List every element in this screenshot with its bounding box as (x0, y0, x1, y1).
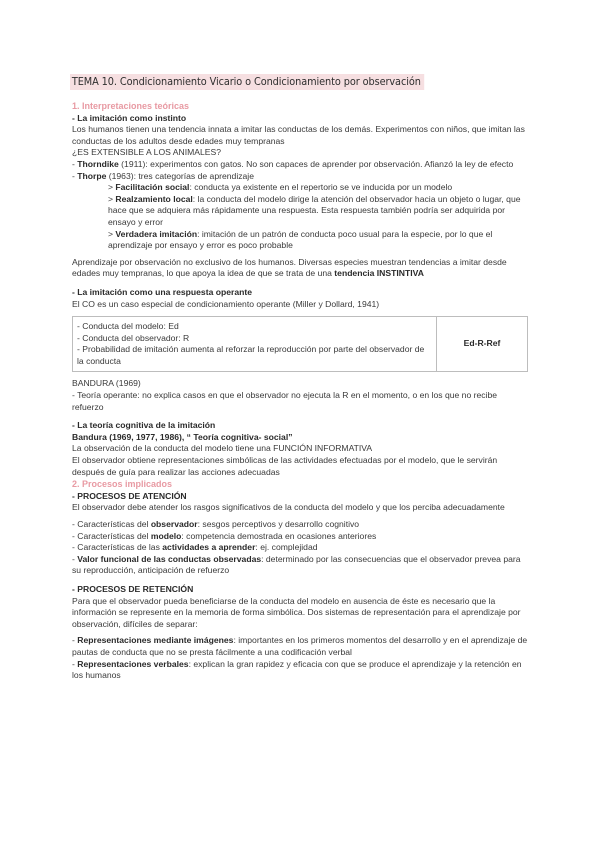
table-left-cell (73, 317, 437, 372)
category-facilitacion: > Facilitación social: conducta ya existente en el repertorio se ve inducida por un modelo (108, 182, 453, 193)
paragraph-operante: El CO es un caso especial de condicionamiento operante (Miller y Dollard, 1941) (72, 298, 380, 309)
paragraph-funcion: La observación de la conducta del modelo tiene una FUNCIÓN INFORMATIVA (72, 443, 373, 454)
section-heading-2: 2. Procesos implicados (72, 479, 173, 490)
table-line: - Conducta del observador: R (77, 332, 190, 343)
paragraph-representaciones: El observador obtiene representaciones simbólicas de las actividades efectuadas por el modelo, que le servirán después de guía para realizar las acciones adecuadas (72, 455, 498, 477)
table-line: - Probabilidad de imitación aumenta al reforzar la reproducción por parte del observador de la conducta (77, 344, 425, 366)
subheading-retencion: - PROCESOS DE RETENCIÓN (72, 583, 194, 594)
category-realzamiento: > Realzamiento local: la conducta del modelo dirige la atención del observador hacia un objeto o lugar, que hace que se adquiera más rápidamente una respuesta. Esta respuesta también podría ser adquirida por ensayo y error (108, 193, 521, 227)
item-imagenes: - Representaciones mediante imágenes: importantes en los primeros momentos del desarrollo y en el aprendizaje de pautas de conducta que no se presta fácilmente a una codificación verbal (72, 635, 528, 657)
paragraph-atencion: El observador debe atender los rasgos significativos de la conducta del modelo y que los perciba adecuadamente (72, 502, 505, 513)
item-thorndike: - Thorndike (1911): experimentos con gatos. No son capaces de aprender por observación. Afianzó la ley de efecto (72, 158, 514, 169)
subheading-bandura: Bandura (1969, 1977, 1986), “ Teoría cognitiva- social” (72, 431, 293, 442)
paragraph-bandura: - Teoría operante: no explica casos en que el observador no ejecuta la R en el momento, o en los que no recibe refuerzo (72, 390, 498, 412)
item-modelo: - Características del modelo: competencia demostrada en ocasiones anteriores (72, 530, 377, 541)
item-actividades: - Características de las actividades a aprender: ej. complejidad (72, 542, 318, 553)
item-verbales: - Representaciones verbales: explican la gran rapidez y eficacia con que se produce el aprendizaje y la retención en los humanos (72, 658, 522, 681)
category-imitacion: > Verdadera imitación: imitación de un patrón de conducta poco usual para la especie, por lo que el aprendizaje por ensayo y error es poco probable (108, 228, 493, 251)
paragraph-instinto: Los humanos tienen una tendencia innata a imitar las conductas de los demás. Experimentos con niños, que imitan las conductas de los adultos desde edades muy tempranas (72, 124, 525, 146)
bandura-heading: BANDURA (1969) (72, 378, 141, 389)
page-title: TEMA 10. Condicionamiento Vicario o Condicionamiento por observación (70, 74, 424, 90)
subheading-atencion: - PROCESOS DE ATENCIÓN (72, 490, 187, 501)
title-block (70, 72, 455, 90)
table-line: - Conducta del modelo: Ed (77, 321, 179, 332)
subheading-cognitiva: - La teoría cognitiva de la imitación (72, 420, 216, 431)
item-observador: - Características del observador: sesgos perceptivos y desarrollo cognitivo (72, 519, 360, 529)
paragraph-retencion: Para que el observador pueda beneficiarse de la conducta del modelo en ausencia de éste es necesario que la información se represente en la memoria de forma simbólica. Dos sistemas de representación para el aprendizaje por observación, difíciles de separar: (72, 595, 521, 629)
item-valor-funcional: - Valor funcional de las conductas observadas: determinado por las consecuencias que el observador prevea para su reproducción, anticipación de refuerzo (72, 553, 521, 576)
subheading-operante: - La imitación como una respuesta operante (72, 286, 253, 297)
section-heading-1: 1. Interpretaciones teóricas (72, 101, 190, 111)
document-body (72, 100, 528, 682)
paragraph-aprendizaje: Aprendizaje por observación no exclusivo de los humanos. Diversas especies muestran tendencias a imitar desde edades muy tempranas, lo que apoya la idea de que se trata de una tendencia INSTINTIVA (72, 256, 507, 279)
question-animales: ¿ES EXTENSIBLE A LOS ANIMALES? (72, 147, 222, 158)
operant-table (72, 316, 528, 372)
subheading-instinto: - La imitación como instinto (72, 112, 187, 123)
item-thorpe: - Thorpe (1963): tres categorías de aprendizaje (72, 170, 254, 181)
table-right-cell: Ed-R-Ref (437, 317, 528, 372)
